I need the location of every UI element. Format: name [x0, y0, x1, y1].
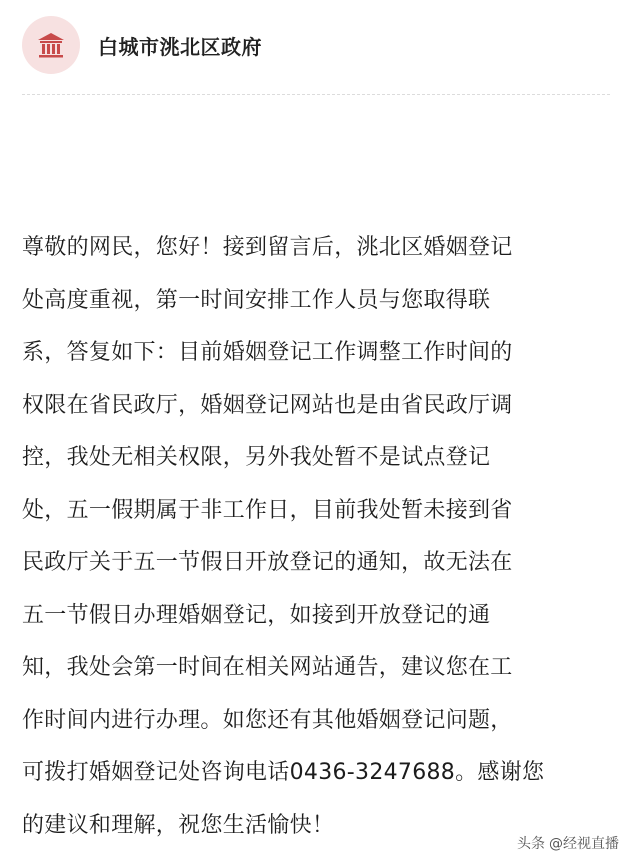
header	[22, 14, 262, 76]
reply-line: 五一节假日办理婚姻登记，如接到开放登记的通	[22, 602, 491, 628]
reply-line: 系，答复如下：目前婚姻登记工作调整工作时间的	[22, 340, 513, 365]
watermark-account: @经视直播	[549, 836, 619, 852]
watermark-platform: 头条	[517, 836, 545, 852]
reply-line: 民政厅关于五一节假日开放登记的通知，故无法在	[22, 550, 513, 575]
reply-line: 的建议和理解，祝您生活愉快！	[22, 812, 335, 838]
watermark	[517, 833, 619, 853]
reply-line: 尊敬的网民，您好！接到留言后，洮北区婚姻登记	[22, 235, 513, 260]
reply-line: 可拨打婚姻登记处咨询电话0436-3247688。感谢您	[22, 760, 545, 785]
reply-line: 权限在省民政厅，婚姻登记网站也是由省民政厅调	[22, 392, 513, 418]
government-building-icon	[22, 16, 80, 74]
building-svg	[36, 30, 66, 60]
reply-line: 处高度重视，第一时间安排工作人员与您取得联	[22, 287, 491, 313]
reply-body	[22, 222, 614, 852]
org-name[interactable]: 白城市洮北区政府	[98, 34, 262, 59]
header-divider	[22, 94, 610, 95]
reply-line: 控，我处无相关权限，另外我处暂不是试点登记	[22, 445, 491, 470]
reply-line: 作时间内进行办理。如您还有其他婚姻登记问题，	[22, 707, 513, 733]
reply-line: 处，五一假期属于非工作日，目前我处暂未接到省	[22, 497, 513, 523]
reply-line: 知，我处会第一时间在相关网站通告，建议您在工	[22, 655, 513, 680]
